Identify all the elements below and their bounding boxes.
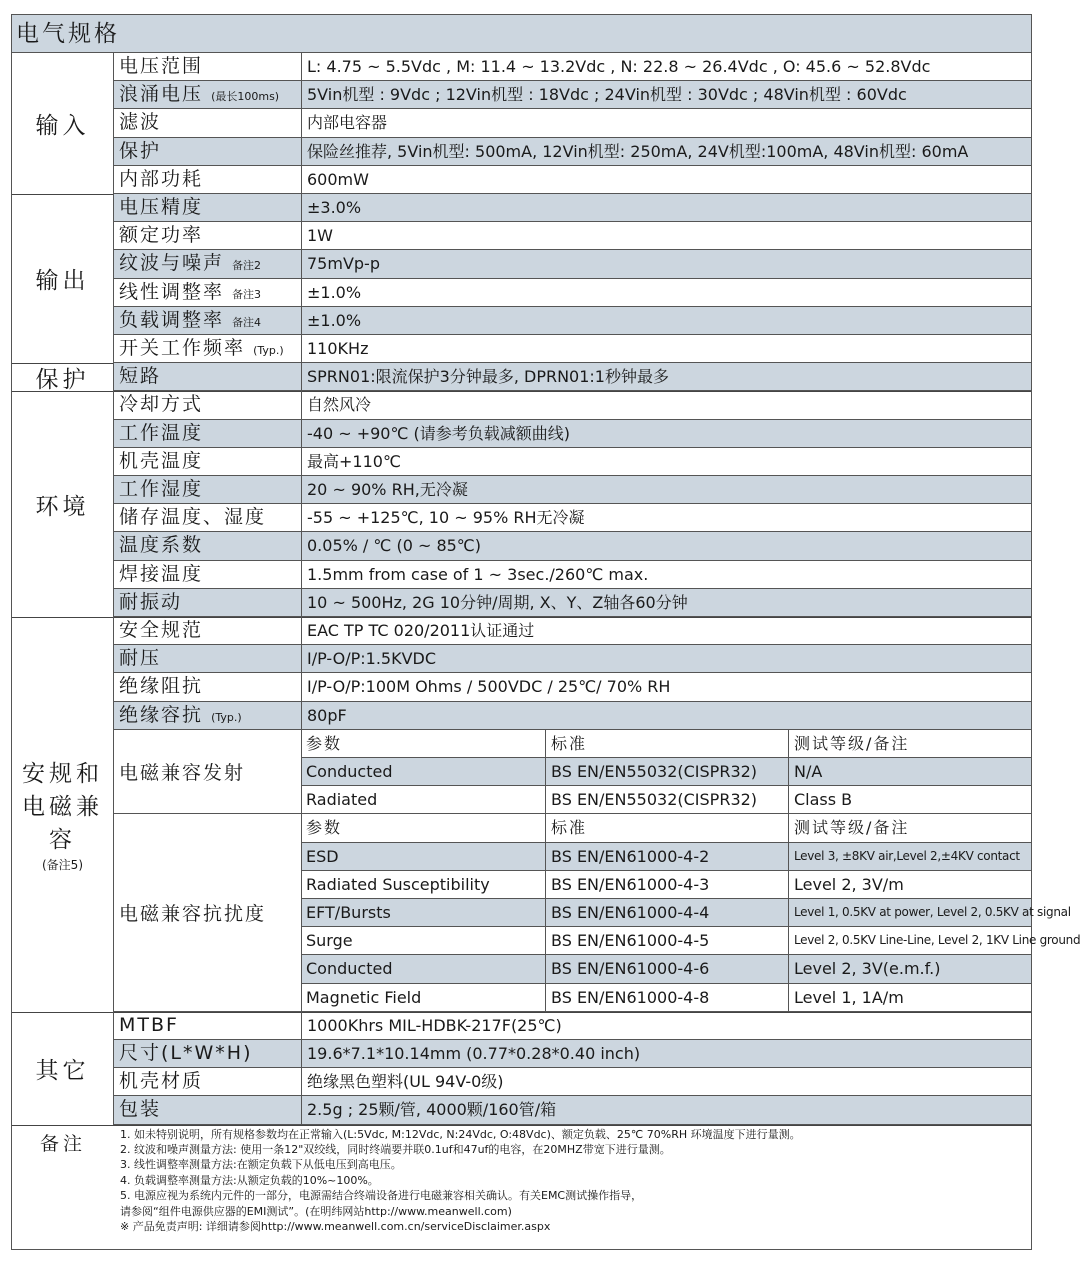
environment-label-6: [114, 561, 302, 589]
input-value-4: 600mW: [302, 166, 1031, 194]
spec-label: 温度系数: [119, 534, 204, 557]
environment-value-1: -40 ~ +90℃ (请参考负载减额曲线): [302, 420, 1031, 448]
spec-label: 机壳温度: [119, 449, 204, 472]
input-label-3: [114, 138, 302, 166]
input-label-1: [114, 81, 302, 109]
remark-line: 3. 线性调整率测量方法:在额定负载下从低电压到高电压。: [120, 1158, 402, 1172]
safety-value-3: 80pF: [302, 702, 1031, 730]
remark-line: 4. 负载调整率测量方法:从额定负载的10%~100%。: [120, 1173, 379, 1187]
safety-label-1: [114, 645, 302, 673]
spec-label: MTBF: [119, 1013, 179, 1036]
immunity-cell-2-1: BS EN/EN61000-4-4: [546, 899, 789, 927]
output-label-5: [114, 335, 302, 363]
output-label-2: [114, 250, 302, 278]
group-other: [12, 1012, 114, 1125]
output-value-2: 75mVp-p: [302, 250, 1031, 278]
spec-label: 安全规范: [119, 619, 204, 641]
immunity-cell-3-1: BS EN/EN61000-4-5: [546, 927, 789, 955]
spec-label-note: 备注4: [232, 315, 262, 329]
spec-label: 浪涌电压: [119, 83, 204, 106]
input-value-0: L: 4.75 ~ 5.5Vdc , M: 11.4 ~ 13.2Vdc , N: 22.8 ~ 26.4Vdc , O: 45.6 ~ 52.8Vdc: [302, 53, 1031, 81]
group-output-text-0: 输出: [35, 268, 90, 295]
emc-header-0: 参数: [302, 814, 546, 842]
immunity-cell-2-2: Level 1, 0.5KV at power, Level 2, 0.5KV at signal: [789, 899, 1031, 927]
remark-line: ※ 产品免责声明: 详细请参阅http://www.meanwell.com.cn/serviceDisclaimer.aspx: [120, 1220, 551, 1234]
output-label-4: [114, 307, 302, 335]
immunity-cell-1-2: Level 2, 3V/m: [789, 871, 1031, 899]
group-environment: [12, 391, 114, 617]
environment-label-2: [114, 448, 302, 476]
safety-value-0: EAC TP TC 020/2011认证通过: [302, 617, 1031, 645]
group-input: [12, 53, 114, 194]
spec-label: 额定功率: [119, 224, 204, 247]
input-label-0: [114, 53, 302, 81]
emission-name-text: 电磁兼容发射: [119, 762, 246, 785]
output-value-1: 1W: [302, 222, 1031, 250]
emc-header-2: 测试等级/备注: [789, 814, 1031, 842]
emc-header-1: 标准: [546, 730, 789, 758]
other-value-0: 1000Khrs MIL-HDBK-217F(25℃): [302, 1012, 1031, 1040]
environment-value-0: 自然风冷: [302, 391, 1031, 419]
group-protection-text-0: 保护: [35, 366, 90, 393]
environment-label-1: [114, 420, 302, 448]
immunity-cell-5-1: BS EN/EN61000-4-8: [546, 984, 789, 1012]
environment-label-4: [114, 504, 302, 532]
input-label-4: [114, 166, 302, 194]
spec-label: 机壳材质: [119, 1070, 204, 1093]
group-safety-emc-text-2: (备注5): [42, 858, 83, 873]
output-label-1: [114, 222, 302, 250]
immunity-cell-2-0: EFT/Bursts: [302, 899, 546, 927]
immunity-cell-5-0: Magnetic Field: [302, 984, 546, 1012]
immunity-cell-0-0: ESD: [302, 843, 546, 871]
immunity-name-text: 电磁兼容抗扰度: [119, 903, 267, 926]
safety-label-0: [114, 617, 302, 645]
environment-label-7: [114, 589, 302, 617]
output-label-3: [114, 279, 302, 307]
emc-header-0: 参数: [302, 730, 546, 758]
environment-label-3: [114, 476, 302, 504]
spec-label: 线性调整率: [119, 280, 225, 303]
emc-header-1: 标准: [546, 814, 789, 842]
immunity-cell-3-2: Level 2, 0.5KV Line-Line, Level 2, 1KV Line ground: [789, 927, 1031, 955]
environment-label-0: [114, 391, 302, 419]
immunity-cell-0-1: BS EN/EN61000-4-2: [546, 843, 789, 871]
group-protection: [12, 363, 114, 391]
other-label-3: [114, 1096, 302, 1124]
environment-label-5: [114, 532, 302, 560]
safety-label-3: [114, 702, 302, 730]
spec-label: 储存温度、湿度: [119, 506, 267, 529]
emission-cell-0-1: BS EN/EN55032(CISPR32): [546, 758, 789, 786]
spec-label: 保护: [119, 139, 162, 162]
remark-line: 5. 电源应视为系统内元件的一部分，电源需结合终端设备进行电磁兼容相关确认。有关EMC测试操作指导，: [120, 1189, 643, 1203]
safety-value-2: I/P-O/P:100M Ohms / 500VDC / 25℃/ 70% RH: [302, 673, 1031, 701]
environment-value-4: -55 ~ +125℃, 10 ~ 95% RH无冷凝: [302, 504, 1031, 532]
immunity-cell-0-2: Level 3, ±8KV air,Level 2,±4KV contact: [789, 843, 1031, 871]
spec-label: 冷却方式: [119, 393, 204, 416]
section-title: 电气规格: [12, 15, 1031, 53]
spec-label: 耐压: [119, 647, 162, 670]
immunity-cell-4-0: Conducted: [302, 955, 546, 983]
spec-label: 电压范围: [119, 55, 204, 77]
emission-cell-0-2: N/A: [789, 758, 1031, 786]
emission-cell-1-0: Radiated: [302, 786, 546, 814]
spec-label-note: 备注3: [232, 287, 262, 301]
immunity-cell-1-0: Radiated Susceptibility: [302, 871, 546, 899]
remark-line: 2. 纹波和噪声测量方法: 使用一条12"双绞线，同时终端要并联0.1uf和47uf的电容，在20MHZ带宽下进行量测。: [120, 1143, 671, 1156]
spec-label-note: 备注2: [232, 259, 262, 273]
spec-label: 电压精度: [119, 196, 204, 218]
remarks-notes: [114, 1125, 1031, 1247]
input-value-2: 内部电容器: [302, 109, 1031, 137]
spec-label: 纹波与噪声: [119, 252, 225, 275]
spec-label: 绝缘阻抗: [119, 675, 204, 698]
output-value-0: ±3.0%: [302, 194, 1031, 222]
protection-value-0: SPRN01:限流保护3分钟最多, DPRN01:1秒钟最多: [302, 363, 1031, 391]
group-output: [12, 194, 114, 363]
other-label-0: [114, 1012, 302, 1040]
emc-header-2: 测试等级/备注: [789, 730, 1031, 758]
spec-label: 包装: [119, 1098, 162, 1121]
other-value-2: 绝缘黑色塑料(UL 94V-0级): [302, 1068, 1031, 1096]
spec-label: 短路: [119, 365, 162, 388]
spec-label: 工作湿度: [119, 478, 204, 500]
spec-label: 绝缘容抗: [119, 703, 204, 726]
environment-value-3: 20 ~ 90% RH,无冷凝: [302, 476, 1031, 504]
spec-label: 工作温度: [119, 421, 204, 444]
input-value-1: 5Vin机型 : 9Vdc ; 12Vin机型 : 18Vdc ; 24Vin机型 : 30Vdc ; 48Vin机型 : 60Vdc: [302, 81, 1031, 109]
group-input-text-0: 输入: [35, 113, 90, 139]
group-safety-emc: [12, 617, 114, 1012]
environment-value-7: 10 ~ 500Hz, 2G 10分钟/周期, X、Y、Z轴各60分钟: [302, 589, 1031, 617]
emission-name: [114, 730, 302, 815]
immunity-cell-5-2: Level 1, 1A/m: [789, 984, 1031, 1012]
spec-label-note: (Typ.): [253, 344, 284, 357]
group-remarks: [12, 1125, 114, 1249]
safety-label-2: [114, 673, 302, 701]
environment-value-2: 最高+110℃: [302, 448, 1031, 476]
spec-label: 负载调整率: [119, 308, 225, 331]
other-value-3: 2.5g ; 25颗/管, 4000颗/160管/箱: [302, 1096, 1031, 1124]
spec-label-note: (Typ.): [211, 710, 242, 724]
spec-label: 耐振动: [119, 590, 183, 613]
output-value-4: ±1.0%: [302, 307, 1031, 335]
spec-label: 内部功耗: [119, 167, 204, 190]
group-safety-emc-text-0: 安规和: [22, 761, 103, 788]
group-remarks-text: 备注: [39, 1132, 86, 1155]
immunity-name: [114, 814, 302, 1011]
output-label-0: [114, 194, 302, 222]
immunity-cell-4-2: Level 2, 3V(e.m.f.): [789, 955, 1031, 983]
remark-line: 1. 如未特别说明，所有规格参数均在正常输入(L:5Vdc, M:12Vdc, N:24Vdc, O:48Vdc)、额定负载、25℃ 70%RH 环境温度下进行量测。: [120, 1127, 801, 1141]
spec-label: 尺寸(L*W*H): [119, 1042, 253, 1064]
immunity-cell-4-1: BS EN/EN61000-4-6: [546, 955, 789, 983]
output-value-3: ±1.0%: [302, 279, 1031, 307]
immunity-cell-3-0: Surge: [302, 927, 546, 955]
other-label-1: [114, 1040, 302, 1068]
output-value-5: 110KHz: [302, 335, 1031, 363]
group-other-text-0: 其它: [35, 1057, 90, 1084]
safety-value-1: I/P-O/P:1.5KVDC: [302, 645, 1031, 673]
emission-cell-1-2: Class B: [789, 786, 1031, 814]
emission-cell-0-0: Conducted: [302, 758, 546, 786]
spec-label: 开关工作频率: [119, 337, 246, 359]
other-label-2: [114, 1068, 302, 1096]
spec-table: [11, 14, 1080, 1250]
other-value-1: 19.6*7.1*10.14mm (0.77*0.28*0.40 inch): [302, 1040, 1031, 1068]
spec-label: 焊接温度: [119, 562, 204, 585]
input-value-3: 保险丝推荐, 5Vin机型: 500mA, 12Vin机型: 250mA, 24V机型:100mA, 48Vin机型: 60mA: [302, 138, 1031, 166]
protection-label-0: [114, 363, 302, 391]
spec-label: 滤波: [119, 111, 162, 134]
environment-value-6: 1.5mm from case of 1 ~ 3sec./260℃ max.: [302, 561, 1031, 589]
input-label-2: [114, 109, 302, 137]
immunity-cell-1-1: BS EN/EN61000-4-3: [546, 871, 789, 899]
group-safety-emc-text-1: 电磁兼容: [22, 794, 103, 854]
spec-label-note: (最长100ms): [211, 90, 280, 104]
group-environment-text-0: 环境: [35, 493, 90, 520]
emission-cell-1-1: BS EN/EN55032(CISPR32): [546, 786, 789, 814]
remark-line: 请参阅“组件电源供应器的EMI测试”。(在明纬网站http://www.meanwell.com): [120, 1204, 512, 1218]
environment-value-5: 0.05% / ℃ (0 ~ 85℃): [302, 532, 1031, 560]
